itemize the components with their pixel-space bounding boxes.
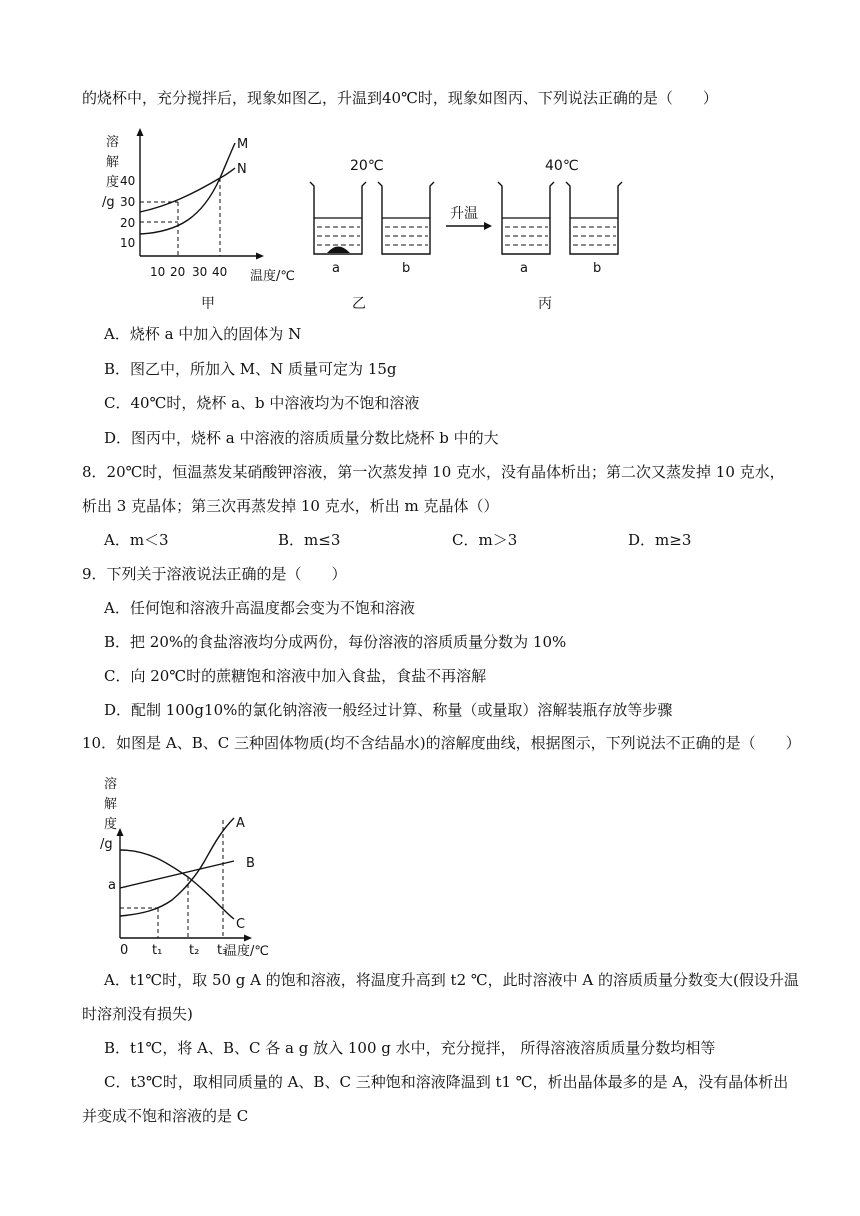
q10-x-label: 温度/℃: [224, 944, 269, 959]
q10-x-ticks: [152, 943, 227, 958]
svg-text:30: 30: [192, 265, 208, 279]
svg-text:t₃: t₃: [217, 943, 228, 958]
svg-text:40: 40: [212, 265, 228, 279]
figure-jia-y-label: [102, 134, 119, 210]
q8-option-b: B．m≤3: [278, 531, 341, 549]
curve-m: [140, 143, 235, 234]
q10-option-c-line1: C．t3℃时，取相同质量的 A、B、C 三种饱和溶液降温到 t1 ℃，析出晶体最多的是 A，没有晶体析出: [104, 1073, 789, 1091]
figure-jia-x-ticks: [150, 265, 227, 279]
svg-text:t₂: t₂: [189, 943, 200, 958]
svg-text:解: 解: [106, 155, 120, 170]
svg-text:20: 20: [120, 216, 136, 230]
figure-bing-caption: 丙: [538, 296, 552, 312]
curve-b-label: B: [246, 856, 255, 871]
svg-text:解: 解: [104, 797, 118, 812]
q10-origin: 0: [120, 943, 129, 958]
q10-option-c-line2: 并变成不饱和溶液的是 C: [82, 1107, 249, 1125]
svg-text:t₁: t₁: [152, 943, 163, 958]
beaker-bing-a-label: a: [520, 261, 528, 276]
q10-option-a-line2: 时溶剂没有损失): [82, 1005, 193, 1023]
figure-jia-x-label: 温度/℃: [250, 269, 295, 284]
q8-stem-line2: 析出 3 克晶体；第三次再蒸发掉 10 克水，析出 m 克晶体（）: [82, 497, 499, 515]
q9-stem: 9．下列关于溶液说法正确的是（ ）: [82, 565, 347, 583]
beaker-bing-a: [498, 182, 554, 254]
svg-text:/g: /g: [102, 195, 115, 210]
beaker-bing-b-label: b: [593, 261, 602, 276]
svg-text:20: 20: [170, 265, 186, 279]
svg-text:10: 10: [150, 265, 166, 279]
curve-c-label: C: [236, 917, 246, 932]
figure-yi-caption: 乙: [352, 296, 366, 312]
beaker-yi-b-label: b: [402, 261, 411, 276]
q8-option-a: A．m＜3: [104, 531, 169, 549]
svg-text:溶: 溶: [104, 777, 118, 792]
figure-q10-solubility-chart: [98, 772, 298, 964]
q10-y-label: [100, 776, 117, 852]
q10-option-b: B．t1℃，将 A、B、C 各 a g 放入 100 g 水中，充分搅拌， 所得溶液溶质质量分数均相等: [104, 1039, 716, 1057]
svg-text:溶: 溶: [106, 135, 120, 150]
q10-y-tick-a: a: [108, 878, 116, 893]
figure-jia-y-ticks: [120, 174, 135, 250]
q7-option-d: D．图丙中，烧杯 a 中溶液的溶质质量分数比烧杯 b 中的大: [104, 429, 499, 447]
svg-text:度: 度: [104, 817, 118, 832]
arrow-label: 升温: [450, 206, 478, 222]
q9-option-a: A．任何饱和溶液升高温度都会变为不饱和溶液: [104, 599, 415, 617]
q8-stem-line1: 8．20℃时，恒温蒸发某硝酸钾溶液，第一次蒸发掉 10 克水，没有晶体析出；第二次又蒸发掉 10 克水，: [82, 463, 785, 481]
q7-option-c: C．40℃时，烧杯 a、b 中溶液均为不饱和溶液: [104, 394, 420, 412]
q9-option-b: B．把 20%的食盐溶液均分成两份，每份溶液的溶质质量分数为 10%: [104, 633, 567, 651]
curve-m-label: M: [237, 137, 249, 152]
q10-option-a-line1: A．t1℃时，取 50 g A 的饱和溶液，将温度升高到 t2 ℃，此时溶液中 A 的溶质质量分数变大(假设升温: [104, 971, 799, 989]
curve-a-label: A: [236, 816, 245, 831]
svg-text:30: 30: [120, 195, 136, 209]
q7-option-a: A．烧杯 a 中加入的固体为 N: [104, 325, 302, 343]
q9-option-d: D．配制 100g10%的氯化钠溶液一般经过计算、称量（或量取）溶解装瓶存放等步骤: [104, 701, 673, 719]
q9-option-c: C．向 20℃时的蔗糖饱和溶液中加入食盐，食盐不再溶解: [104, 667, 487, 685]
q8-option-d: D．m≥3: [628, 531, 692, 549]
curve-b: [120, 861, 234, 888]
beaker-bing-b: [566, 182, 622, 254]
figure-jia-caption: 甲: [201, 296, 215, 312]
figure-bing-temp: 40℃: [545, 158, 579, 174]
curve-a: [120, 818, 234, 916]
figure-jia-solubility-chart: [98, 128, 313, 313]
curve-n-label: N: [237, 162, 247, 177]
q7-intro-text: 的烧杯中，充分搅拌后，现象如图乙，升温到40℃时，现象如图丙、下列说法正确的是（ ）: [82, 89, 718, 107]
figure-yi-temp: 20℃: [350, 158, 384, 174]
svg-text:度: 度: [106, 175, 120, 190]
beaker-yi-b: [378, 182, 434, 254]
figure-beakers: [300, 152, 640, 314]
svg-text:10: 10: [120, 236, 136, 250]
svg-text:40: 40: [120, 174, 136, 188]
q7-option-b: B．图乙中，所加入 M、N 质量可定为 15g: [104, 360, 397, 378]
q10-stem: 10．如图是 A、B、C 三种固体物质(均不含结晶水)的溶解度曲线，根据图示，下列说法不正确的是（ ）: [82, 734, 801, 752]
q8-option-c: C．m＞3: [452, 531, 518, 549]
svg-text:/g: /g: [100, 837, 113, 852]
beaker-yi-a: [310, 182, 366, 254]
beaker-yi-a-label: a: [332, 261, 340, 276]
